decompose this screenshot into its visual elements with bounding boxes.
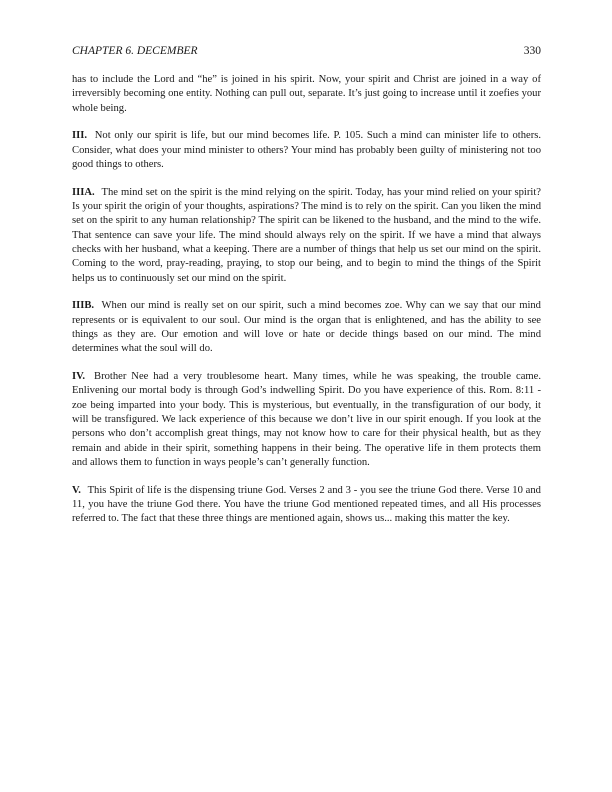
- paragraph-iiia: [72, 186, 541, 286]
- paragraph-text: Not only our spirit is life, but our mind becomes life. P. 105. Such a mind can minister life to others. Consider, what does your mind minister to others? Your mind has probably been guilty of ministering not too good things to others.: [72, 130, 541, 170]
- section-label: IV.: [72, 371, 86, 383]
- paragraph-text: Brother Nee had a very troublesome heart. Many times, while he was speaking, the trouble came. Enlivening our mortal body is through God’s indwelling Spirit. Do you have experience of this. Rom. 8:11 - zoe being imparted into your body. This is mysterious, but eventually, in the transfiguration of our body, it will be transfigured. We lack experience of this because we don’t live in our spirit enough. If you look at the persons who don’t accomplish great things, may not know how to care for their physical health, but as they remain and abide in their spirit, something happens in their being. The operative life in them protects them and allows them to function in ways people’s can’t generally function.: [72, 371, 541, 468]
- paragraph-iii: [72, 129, 541, 172]
- paragraph-text: The mind set on the spirit is the mind relying on the spirit. Today, has your mind relied on your spirit? Is your spirit the origin of your thoughts, aspirations? The mind is to rely on the spirit. Can you liken the mind set on the spirit to any human relationship? The spirit can be likened to the husband, and the mind to the wife. That sentence can save your life. The mind should always rely on the spirit. If we have a mind that always checks with her husband, what a keeping. There are a number of things that help us set our mind on the spirit. Coming to the word, pray-reading, praying, to stop our being, and to begin to mind the things of the Spirit helps us to continuously set our mind on the spirit.: [72, 186, 541, 284]
- page-number: 330: [523, 45, 541, 57]
- section-label: V.: [72, 484, 81, 496]
- paragraph-iiib: [72, 299, 541, 356]
- running-header: [72, 45, 541, 57]
- page-body: [72, 73, 541, 540]
- paragraph-text: When our mind is really set on our spirit, such a mind becomes zoe. Why can we say that our mind represents or is equivalent to our soul. Our mind is the organ that is enlightened, and has the ability to see things as they are. Our emotion and will love or hate or decide things based on our mind. The mind determines what the soul will do.: [72, 300, 541, 355]
- section-label: IIIB.: [72, 300, 95, 312]
- chapter-title: CHAPTER 6. DECEMBER: [72, 45, 198, 57]
- section-label: IIIA.: [72, 186, 95, 198]
- paragraph-v: [72, 484, 541, 527]
- paragraph-text: This Spirit of life is the dispensing triune God. Verses 2 and 3 - you see the triune God there. Verse 10 and 11, you have the triune God there. You have the triune God mentioned repeated times, and all His processes referred to. The fact that these three things are mentioned again, shows us... making this matter the key.: [72, 484, 541, 525]
- paragraph-iv: [72, 370, 541, 470]
- paragraph-text: has to include the Lord and “he” is joined in his spirit. Now, your spirit and Christ are joined in a way of irreversibly becoming one entity. Nothing can pull out, separate. It’s just going to increase until it zoefies your whole being.: [72, 74, 541, 114]
- section-label: III.: [72, 130, 88, 142]
- paragraph-continuation: [72, 73, 541, 116]
